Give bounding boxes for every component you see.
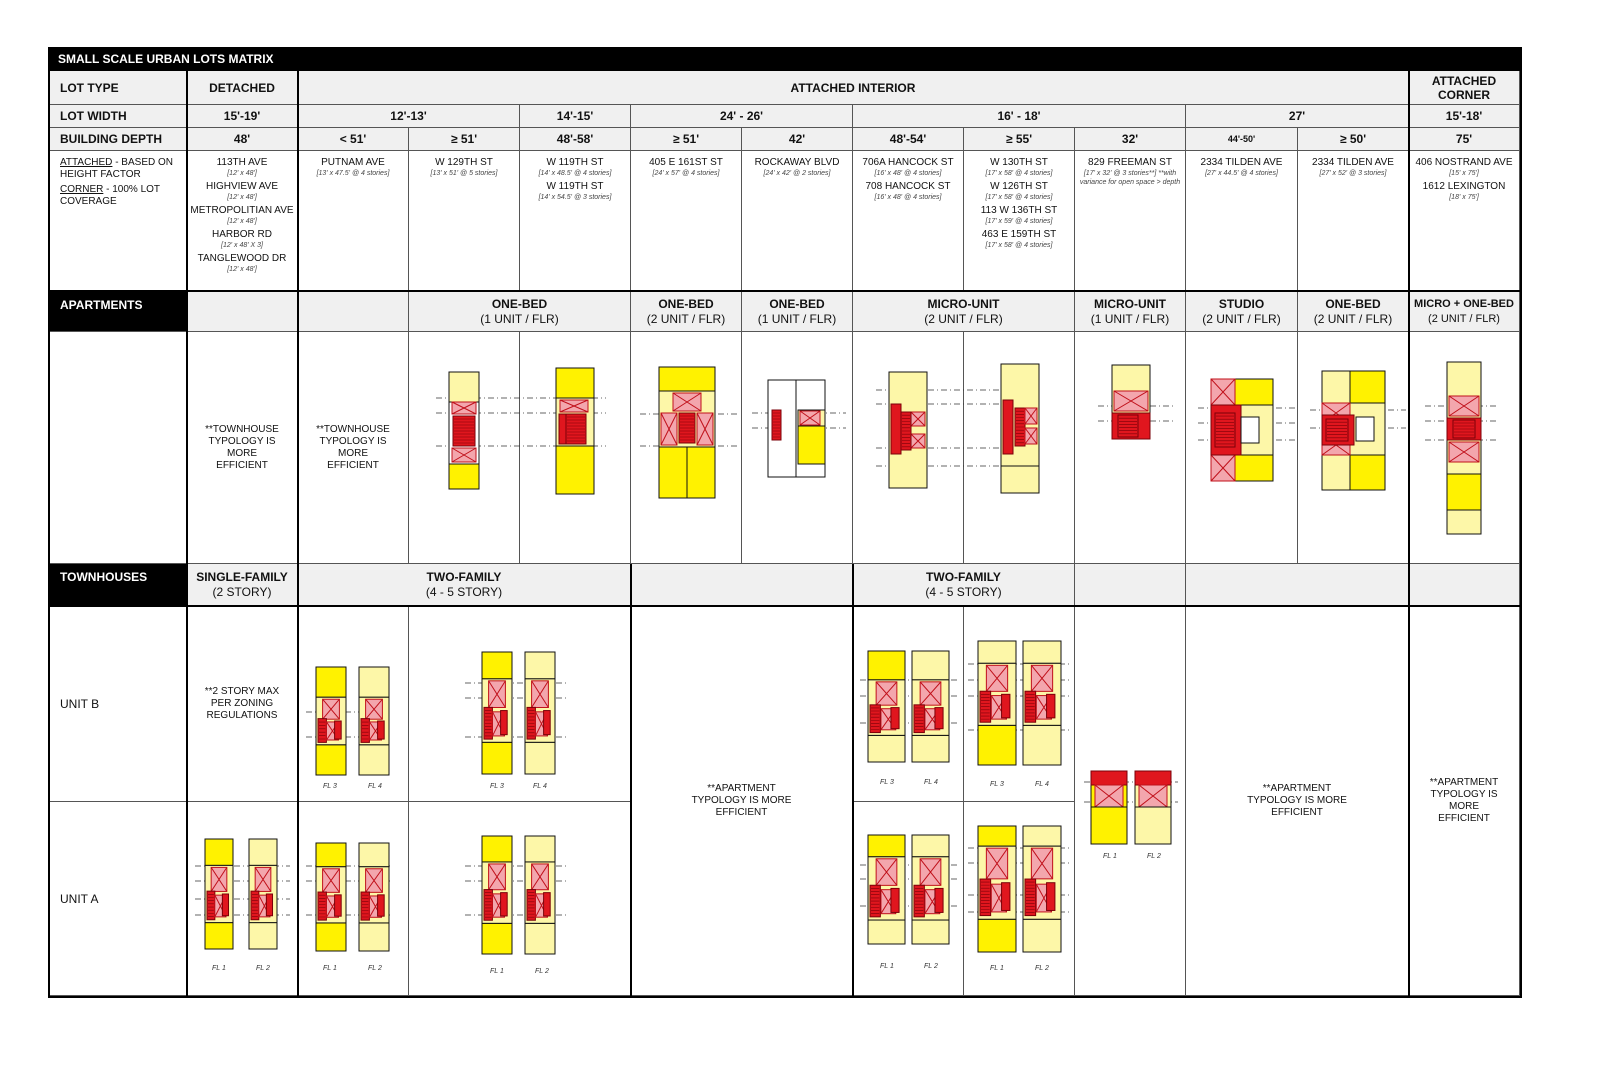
address-dimensions: [16' x 48' @ 4 stories]	[874, 194, 942, 201]
th-type-title: SINGLE-FAMILY	[196, 569, 288, 584]
address-dimensions: [17' x 58' @ 4 stories]	[985, 170, 1053, 177]
attached-note-label: ATTACHED	[60, 157, 113, 168]
apt-type-title: MICRO-UNIT	[1094, 296, 1166, 311]
width-12-13: 12'-13'	[298, 105, 520, 128]
address-cell	[520, 151, 631, 291]
apt-plan-cell	[1409, 332, 1520, 564]
floor-label: FL 1	[880, 963, 894, 970]
depth-cell: 75'	[1409, 128, 1520, 151]
column-divider	[1408, 71, 1410, 997]
floor-label: FL 1	[212, 965, 226, 972]
floor-label: FL 4	[1035, 781, 1049, 788]
apt-type-sub: (2 UNIT / FLR)	[1428, 312, 1500, 325]
apt-type-title: ONE-BED	[491, 296, 548, 311]
address-dimensions: [13' x 51' @ 5 stories]	[430, 170, 498, 177]
address-name: HIGHVIEW AVE	[205, 181, 279, 192]
townhouses-label: TOWNHOUSES	[50, 564, 187, 606]
width-15-19: 15'-19'	[187, 105, 298, 128]
floor-label: FL 3	[880, 779, 894, 786]
apt-type-title: MICRO + ONE-BED	[1414, 297, 1514, 310]
apt-type-micro-one-bed	[1409, 292, 1520, 332]
address-name: HARBOR RD	[211, 229, 272, 240]
unit-b-label: UNIT B	[50, 606, 187, 802]
address-dimensions: [14' x 48.5' @ 4 stories]	[538, 170, 612, 177]
address-name: 2334 TILDEN AVE	[1200, 157, 1283, 168]
width-14-15: 14'-15'	[520, 105, 631, 128]
townhouse-msg: **TOWNHOUSE TYPOLOGY IS MORE EFFICIENT	[187, 332, 298, 564]
column-divider	[852, 564, 854, 997]
depth-cell: 42'	[742, 128, 853, 151]
address-name: 113TH AVE	[216, 157, 268, 168]
width-15-18-corner: 15'-18'	[1409, 105, 1520, 128]
address-name: W 119TH ST	[546, 181, 604, 192]
th-plan-cell	[1075, 606, 1186, 996]
attached-note-text: - BASED ON HEIGHT FACTOR	[60, 157, 173, 180]
townhouse-msg: **TOWNHOUSE TYPOLOGY IS MORE EFFICIENT	[298, 332, 409, 564]
apartment-msg: **APARTMENT TYPOLOGY IS MORE EFFICIENT	[631, 606, 853, 996]
th-plan-cell	[298, 802, 409, 996]
th-type-two-family-b	[853, 564, 1075, 606]
apt-type-one-bed-1unit-b	[742, 292, 853, 332]
th-type-sub: (2 STORY)	[212, 584, 272, 599]
address-dimensions: [12' x 48']	[227, 266, 257, 273]
apt-type-title: ONE-BED	[769, 296, 825, 311]
apartments-label: APARTMENTS	[50, 292, 187, 332]
address-cell	[298, 151, 409, 291]
th-type-title: TWO-FAMILY	[926, 569, 1001, 584]
th-type-single-family	[187, 564, 298, 606]
address-cell	[1186, 151, 1298, 291]
column-divider	[630, 564, 632, 997]
address-dimensions: [17' x 59' @ 4 stories]	[985, 218, 1053, 225]
address-dimensions: [14' x 54.5' @ 3 stories]	[538, 194, 612, 201]
address-cell	[742, 151, 853, 291]
th-plan-cell	[964, 606, 1075, 802]
address-dimensions: [12' x 48' X 3]	[221, 242, 263, 249]
column-divider	[297, 71, 299, 997]
lot-type-label: LOT TYPE	[50, 71, 187, 105]
th-type-two-family	[298, 564, 631, 606]
address-name: PUTNAM AVE	[321, 157, 385, 168]
apt-plan-cell	[520, 332, 631, 564]
th-plan-cell	[409, 802, 631, 996]
floor-label: FL 2	[368, 965, 382, 972]
detached-header: DETACHED	[187, 71, 298, 105]
apt-plan-cell	[1075, 332, 1186, 564]
depth-cell: 48'-54'	[853, 128, 964, 151]
address-cell	[1298, 151, 1409, 291]
floor-label: FL 3	[490, 783, 504, 790]
th-plan-cell	[187, 802, 298, 996]
th-plan-cell	[964, 802, 1075, 996]
address-cell	[853, 151, 964, 291]
floor-label: FL 4	[368, 783, 382, 790]
apt-type-one-bed-1unit	[409, 292, 631, 332]
address-cell	[409, 151, 520, 291]
apt-type-sub: (1 UNIT / FLR)	[1090, 311, 1170, 326]
width-16-18: 16' - 18'	[853, 105, 1186, 128]
floor-label: FL 4	[924, 779, 938, 786]
address-name: W 126TH ST	[990, 181, 1048, 192]
address-name: W 129TH ST	[435, 157, 493, 168]
th-type-empty	[1409, 564, 1520, 606]
apt-type-sub: (2 UNIT / FLR)	[1313, 311, 1393, 326]
address-name: 405 E 161ST ST	[649, 157, 723, 168]
apt-plan-cell	[742, 332, 853, 564]
address-cell	[1075, 151, 1186, 291]
lot-width-label: LOT WIDTH	[50, 105, 187, 128]
apt-type-title: MICRO-UNIT	[927, 296, 1000, 311]
floor-label: FL 1	[323, 965, 337, 972]
depth-cell: ≥ 51'	[631, 128, 742, 151]
address-name: METROPOLITIAN AVE	[190, 205, 294, 216]
address-name: 829 FREEMAN ST	[1088, 157, 1172, 168]
address-dimensions: [24' x 42' @ 2 stories]	[763, 170, 831, 177]
floor-label: FL 1	[1103, 853, 1117, 860]
corner-note-text: - 100% LOT COVERAGE	[60, 184, 160, 207]
address-dimensions: [17' x 58' @ 4 stories]	[985, 242, 1053, 249]
address-dimensions: [15' x 75']	[1449, 170, 1479, 177]
section-divider	[50, 605, 1520, 607]
floor-label: FL 3	[990, 781, 1004, 788]
matrix-title: SMALL SCALE URBAN LOTS MATRIX	[48, 47, 1522, 71]
floor-label: FL 1	[990, 965, 1004, 972]
apt-drawing-label-cell	[50, 332, 187, 564]
attached-corner-header: ATTACHED CORNER	[1409, 71, 1520, 105]
address-name: 113 W 136TH ST	[980, 205, 1058, 216]
building-depth-label: BUILDING DEPTH	[50, 128, 187, 151]
th-type-empty	[1186, 564, 1409, 606]
th-type-empty	[1075, 564, 1186, 606]
depth-cell: ≥ 51'	[409, 128, 520, 151]
th-type-title: TWO-FAMILY	[426, 569, 502, 584]
address-cell	[1409, 151, 1520, 291]
apt-type-studio	[1186, 292, 1298, 332]
th-type-empty	[631, 564, 853, 606]
address-name: 1612 LEXINGTON	[1422, 181, 1506, 192]
floor-label: FL 2	[1035, 965, 1049, 972]
th-plan-cell	[853, 606, 964, 802]
attached-interior-header: ATTACHED INTERIOR	[298, 71, 1409, 105]
depth-cell: 48'-58'	[520, 128, 631, 151]
address-name: 706A HANCOCK ST	[862, 157, 954, 168]
apt-type-sub: (2 UNIT / FLR)	[646, 311, 726, 326]
address-name: 2334 TILDEN AVE	[1312, 157, 1394, 168]
floor-label: FL 2	[535, 968, 549, 975]
column-divider	[186, 71, 188, 997]
address-dimensions: [27' x 44.5' @ 4 stories]	[1205, 170, 1278, 177]
address-name: W 119TH ST	[546, 157, 604, 168]
apt-type-micro-1unit	[1075, 292, 1186, 332]
width-24-26: 24' - 26'	[631, 105, 853, 128]
depth-cell: ≥ 55'	[964, 128, 1075, 151]
th-type-sub: (4 - 5 STORY)	[925, 584, 1002, 599]
apt-type-sub: (1 UNIT / FLR)	[480, 311, 559, 326]
apartment-msg: **APARTMENT TYPOLOGY IS MORE EFFICIENT	[1186, 606, 1409, 996]
th-type-sub: (4 - 5 STORY)	[425, 584, 503, 599]
address-cell	[187, 151, 298, 291]
depth-cell: 32'	[1075, 128, 1186, 151]
apt-plan-cell	[1298, 332, 1409, 564]
apt-type-one-bed-2unit-b	[1298, 292, 1409, 332]
apt-type-empty	[187, 292, 298, 332]
address-dimensions: [12' x 48']	[227, 218, 257, 225]
address-dimensions: [17' x 32' @ 3 stories**] **with variance for open space > depth	[1079, 170, 1181, 186]
apt-type-title: STUDIO	[1218, 296, 1265, 311]
depth-cell: 44'-50'	[1186, 128, 1298, 151]
depth-cell: < 51'	[298, 128, 409, 151]
corner-note-label: CORNER	[60, 184, 104, 195]
address-dimensions: [17' x 58' @ 4 stories]	[985, 194, 1053, 201]
floor-label: FL 2	[924, 963, 938, 970]
address-cell	[964, 151, 1075, 291]
address-dimensions: [12' x 48']	[227, 194, 257, 201]
apt-type-micro-2unit	[853, 292, 1075, 332]
depth-cell: 48'	[187, 128, 298, 151]
lot-notes	[50, 151, 187, 291]
address-dimensions: [16' x 48' @ 4 stories]	[874, 170, 942, 177]
apt-type-empty	[298, 292, 409, 332]
floor-label: FL 2	[1147, 853, 1161, 860]
address-cell	[631, 151, 742, 291]
address-dimensions: [18' x 75']	[1449, 194, 1479, 201]
address-name: W 130TH ST	[990, 157, 1048, 168]
width-27: 27'	[1186, 105, 1409, 128]
address-name: 406 NOSTRAND AVE	[1415, 157, 1513, 168]
floor-label: FL 1	[490, 968, 504, 975]
apt-type-title: ONE-BED	[1325, 296, 1381, 311]
floor-label: FL 2	[256, 965, 270, 972]
address-name: TANGLEWOOD DR	[197, 253, 287, 264]
address-dimensions: [12' x 48']	[227, 170, 257, 177]
apt-plan-cell	[631, 332, 742, 564]
address-name: ROCKAWAY BLVD	[754, 157, 840, 168]
floor-label: FL 3	[323, 783, 337, 790]
apt-type-sub: (1 UNIT / FLR)	[757, 311, 837, 326]
address-dimensions: [27' x 52' @ 3 stories]	[1319, 170, 1387, 177]
apt-plan-cell	[964, 332, 1075, 564]
story-max-msg: **2 STORY MAX PER ZONING REGULATIONS	[187, 606, 298, 802]
th-plan-cell	[853, 802, 964, 996]
apt-type-one-bed-2unit	[631, 292, 742, 332]
apt-plan-cell	[409, 332, 520, 564]
apt-type-sub: (2 UNIT / FLR)	[1202, 311, 1281, 326]
floor-label: FL 4	[533, 783, 547, 790]
apt-type-title: ONE-BED	[658, 296, 714, 311]
address-dimensions: [13' x 47.5' @ 4 stories]	[316, 170, 390, 177]
depth-cell: ≥ 50'	[1298, 128, 1409, 151]
unit-a-label: UNIT A	[50, 802, 187, 996]
th-plan-cell	[409, 606, 631, 802]
address-name: 463 E 159TH ST	[981, 229, 1057, 240]
address-dimensions: [24' x 57' @ 4 stories]	[652, 170, 720, 177]
apt-plan-cell	[853, 332, 964, 564]
apartment-msg: **APARTMENT TYPOLOGY IS MORE EFFICIENT	[1409, 606, 1520, 996]
address-name: 708 HANCOCK ST	[865, 181, 951, 192]
apt-type-sub: (2 UNIT / FLR)	[924, 311, 1003, 326]
th-plan-cell	[298, 606, 409, 802]
apt-plan-cell	[1186, 332, 1298, 564]
